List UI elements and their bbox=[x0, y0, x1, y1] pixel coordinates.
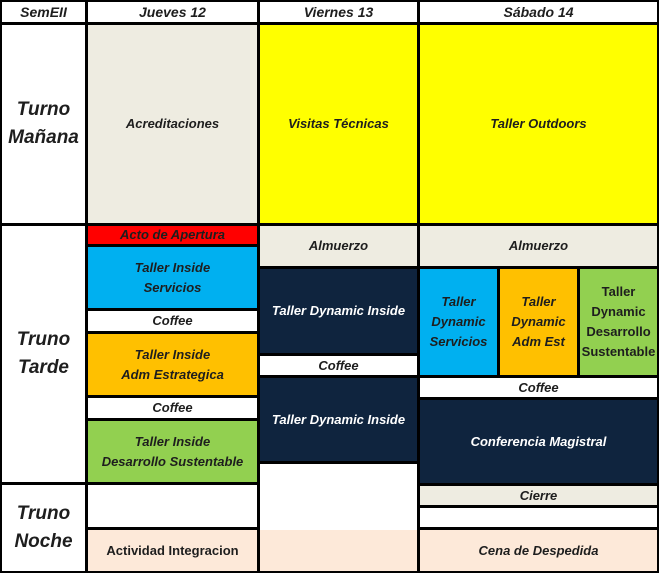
shift-label-afternoon: Truno Tarde bbox=[2, 226, 85, 482]
event-visitas-tecnicas: Visitas Técnicas bbox=[260, 25, 417, 223]
day-header-jueves: Jueves 12 bbox=[88, 2, 257, 22]
event-coffee-jueves-2: Coffee bbox=[88, 398, 257, 418]
event-taller-dynamic-inside-2: Taller Dynamic Inside bbox=[260, 378, 417, 461]
event-acto-apertura: Acto de Apertura bbox=[88, 226, 257, 244]
event-cierre: Cierre bbox=[420, 486, 657, 505]
empty-viernes-noche bbox=[260, 530, 417, 571]
event-coffee-jueves-1: Coffee bbox=[88, 311, 257, 331]
event-taller-inside-sustentable: Taller Inside Desarrollo Sustentable bbox=[88, 421, 257, 482]
event-acreditaciones: Acreditaciones bbox=[88, 25, 257, 223]
shift-label-night: Truno Noche bbox=[2, 485, 85, 571]
event-taller-dynamic-servicios: Taller Dynamic Servicios bbox=[420, 269, 497, 375]
event-coffee-viernes: Coffee bbox=[260, 356, 417, 375]
event-cena-despedida: Cena de Despedida bbox=[420, 530, 657, 571]
event-taller-outdoors: Taller Outdoors bbox=[420, 25, 657, 223]
corner-header: SemEII bbox=[2, 2, 85, 22]
event-taller-inside-adm: Taller Inside Adm Estrategica bbox=[88, 334, 257, 395]
shift-label-morning: Turno Mañana bbox=[2, 25, 85, 223]
event-taller-inside-servicios: Taller Inside Servicios bbox=[88, 247, 257, 308]
day-header-viernes: Viernes 13 bbox=[260, 2, 417, 22]
event-conferencia-magistral: Conferencia Magistral bbox=[420, 400, 657, 483]
empty-sabado-tarde bbox=[420, 508, 657, 527]
day-header-sabado: Sábado 14 bbox=[420, 2, 657, 22]
event-actividad-integracion: Actividad Integracion bbox=[88, 530, 257, 571]
event-almuerzo-viernes: Almuerzo bbox=[260, 226, 417, 266]
event-taller-dynamic-sustentable: Taller Dynamic Desarrollo Sustentable bbox=[580, 269, 657, 375]
event-almuerzo-sabado: Almuerzo bbox=[420, 226, 657, 266]
empty-jueves-noche bbox=[88, 485, 257, 527]
event-taller-dynamic-adm: Taller Dynamic Adm Est bbox=[500, 269, 577, 375]
event-taller-dynamic-inside-1: Taller Dynamic Inside bbox=[260, 269, 417, 353]
event-coffee-sabado: Coffee bbox=[420, 378, 657, 397]
